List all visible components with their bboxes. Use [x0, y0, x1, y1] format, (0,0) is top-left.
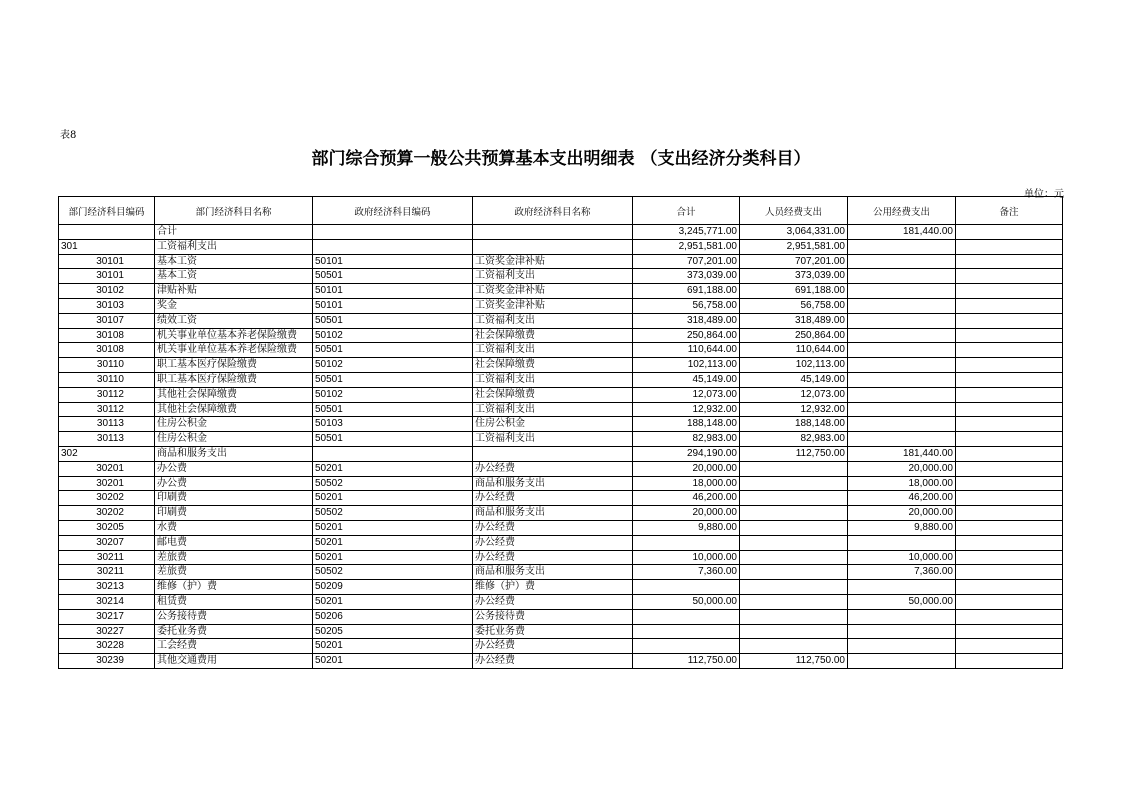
- personnel-cell: 112,750.00: [740, 654, 848, 669]
- personnel-cell: [740, 580, 848, 595]
- page-title: 部门综合预算一般公共预算基本支出明细表 （支出经济分类科目）: [311, 149, 811, 169]
- dept-code-cell: 30211: [59, 565, 155, 580]
- total-cell: 9,880.00: [633, 520, 740, 535]
- personnel-cell: 707,201.00: [740, 254, 848, 269]
- table-row: [59, 387, 1063, 402]
- total-cell: 12,932.00: [633, 402, 740, 417]
- public-cell: [848, 535, 956, 550]
- total-cell: 188,148.00: [633, 417, 740, 432]
- total-cell: 318,489.00: [633, 313, 740, 328]
- gov-name-cell: 办公经费: [473, 461, 633, 476]
- note-cell: [956, 402, 1063, 417]
- table-row: [59, 565, 1063, 580]
- gov-name-cell: 商品和服务支出: [473, 565, 633, 580]
- header-gov-code: 政府经济科目编码: [313, 197, 473, 225]
- gov-name-cell: 办公经费: [473, 639, 633, 654]
- note-cell: [956, 624, 1063, 639]
- header-dept-name: 部门经济科目名称: [155, 197, 313, 225]
- dept-code-cell: 30228: [59, 639, 155, 654]
- gov-code-cell: 50201: [313, 639, 473, 654]
- dept-name-cell: 奖金: [155, 298, 313, 313]
- dept-code-cell: 30239: [59, 654, 155, 669]
- table-row: [59, 239, 1063, 254]
- personnel-cell: 373,039.00: [740, 269, 848, 284]
- gov-name-cell: 工资奖金津补贴: [473, 298, 633, 313]
- note-cell: [956, 476, 1063, 491]
- total-cell: 20,000.00: [633, 461, 740, 476]
- dept-code-cell: 30211: [59, 550, 155, 565]
- note-cell: [956, 387, 1063, 402]
- public-cell: [848, 239, 956, 254]
- gov-name-cell: 办公经费: [473, 535, 633, 550]
- note-cell: [956, 298, 1063, 313]
- gov-code-cell: 50102: [313, 328, 473, 343]
- dept-code-cell: 30102: [59, 284, 155, 299]
- personnel-cell: 2,951,581.00: [740, 239, 848, 254]
- gov-code-cell: 50502: [313, 476, 473, 491]
- unit-label: 单位：元: [1024, 189, 1064, 200]
- public-cell: [848, 298, 956, 313]
- dept-code-cell: 30113: [59, 417, 155, 432]
- public-cell: 181,440.00: [848, 446, 956, 461]
- public-cell: 10,000.00: [848, 550, 956, 565]
- table-row: [59, 520, 1063, 535]
- note-cell: [956, 446, 1063, 461]
- personnel-cell: 56,758.00: [740, 298, 848, 313]
- dept-code-cell: 30227: [59, 624, 155, 639]
- public-cell: [848, 654, 956, 669]
- personnel-cell: 3,064,331.00: [740, 225, 848, 240]
- public-cell: [848, 284, 956, 299]
- personnel-cell: [740, 506, 848, 521]
- dept-name-cell: 机关事业单位基本养老保险缴费: [155, 343, 313, 358]
- total-cell: 112,750.00: [633, 654, 740, 669]
- gov-code-cell: [313, 239, 473, 254]
- public-cell: 18,000.00: [848, 476, 956, 491]
- table-row: [59, 298, 1063, 313]
- total-cell: 46,200.00: [633, 491, 740, 506]
- gov-name-cell: 社会保障缴费: [473, 328, 633, 343]
- header-total: 合计: [633, 197, 740, 225]
- total-cell: [633, 535, 740, 550]
- header-personnel: 人员经费支出: [740, 197, 848, 225]
- table-row: [59, 506, 1063, 521]
- dept-code-cell: 30103: [59, 298, 155, 313]
- gov-code-cell: 50101: [313, 298, 473, 313]
- gov-name-cell: 工资福利支出: [473, 372, 633, 387]
- table-row: [59, 535, 1063, 550]
- personnel-cell: 318,489.00: [740, 313, 848, 328]
- gov-name-cell: 住房公积金: [473, 417, 633, 432]
- gov-code-cell: 50102: [313, 387, 473, 402]
- personnel-cell: 250,864.00: [740, 328, 848, 343]
- personnel-cell: 112,750.00: [740, 446, 848, 461]
- table-row: [59, 432, 1063, 447]
- gov-name-cell: 办公经费: [473, 594, 633, 609]
- table-row: [59, 594, 1063, 609]
- note-cell: [956, 565, 1063, 580]
- gov-name-cell: 工资福利支出: [473, 432, 633, 447]
- gov-name-cell: 办公经费: [473, 520, 633, 535]
- gov-code-cell: 50205: [313, 624, 473, 639]
- total-cell: 18,000.00: [633, 476, 740, 491]
- public-cell: [848, 254, 956, 269]
- total-cell: [633, 624, 740, 639]
- public-cell: [848, 402, 956, 417]
- dept-name-cell: 基本工资: [155, 254, 313, 269]
- dept-name-cell: 其他交通费用: [155, 654, 313, 669]
- gov-code-cell: [313, 446, 473, 461]
- personnel-cell: [740, 624, 848, 639]
- note-cell: [956, 269, 1063, 284]
- note-cell: [956, 313, 1063, 328]
- gov-code-cell: 50501: [313, 313, 473, 328]
- dept-name-cell: 商品和服务支出: [155, 446, 313, 461]
- personnel-cell: [740, 639, 848, 654]
- gov-code-cell: 50502: [313, 565, 473, 580]
- dept-name-cell: 办公费: [155, 461, 313, 476]
- gov-name-cell: [473, 239, 633, 254]
- table-row: [59, 343, 1063, 358]
- gov-name-cell: 公务接待费: [473, 609, 633, 624]
- gov-name-cell: 维修（护）费: [473, 580, 633, 595]
- gov-code-cell: 50201: [313, 594, 473, 609]
- table-row: [59, 372, 1063, 387]
- personnel-cell: [740, 565, 848, 580]
- dept-code-cell: 302: [59, 446, 155, 461]
- dept-name-cell: 印刷费: [155, 491, 313, 506]
- personnel-cell: 12,073.00: [740, 387, 848, 402]
- note-cell: [956, 328, 1063, 343]
- gov-name-cell: [473, 446, 633, 461]
- dept-code-cell: 30112: [59, 387, 155, 402]
- personnel-cell: [740, 535, 848, 550]
- dept-name-cell: 基本工资: [155, 269, 313, 284]
- gov-name-cell: [473, 225, 633, 240]
- total-cell: 7,360.00: [633, 565, 740, 580]
- total-cell: 691,188.00: [633, 284, 740, 299]
- dept-name-cell: 维修（护）费: [155, 580, 313, 595]
- gov-name-cell: 工资福利支出: [473, 343, 633, 358]
- gov-code-cell: 50102: [313, 358, 473, 373]
- dept-code-cell: [59, 225, 155, 240]
- total-cell: 3,245,771.00: [633, 225, 740, 240]
- note-cell: [956, 594, 1063, 609]
- dept-code-cell: 30213: [59, 580, 155, 595]
- gov-code-cell: [313, 225, 473, 240]
- note-cell: [956, 491, 1063, 506]
- gov-code-cell: 50201: [313, 491, 473, 506]
- table-row: [59, 580, 1063, 595]
- note-cell: [956, 284, 1063, 299]
- gov-name-cell: 社会保障缴费: [473, 358, 633, 373]
- public-cell: [848, 328, 956, 343]
- personnel-cell: [740, 491, 848, 506]
- personnel-cell: [740, 609, 848, 624]
- dept-name-cell: 其他社会保障缴费: [155, 402, 313, 417]
- table-row: [59, 476, 1063, 491]
- table-row: [59, 313, 1063, 328]
- personnel-cell: 45,149.00: [740, 372, 848, 387]
- dept-name-cell: 差旅费: [155, 565, 313, 580]
- gov-name-cell: 工资福利支出: [473, 402, 633, 417]
- gov-code-cell: 50501: [313, 372, 473, 387]
- public-cell: 7,360.00: [848, 565, 956, 580]
- personnel-cell: [740, 520, 848, 535]
- gov-code-cell: 50502: [313, 506, 473, 521]
- table-row: [59, 225, 1063, 240]
- table-row: [59, 402, 1063, 417]
- gov-name-cell: 办公经费: [473, 491, 633, 506]
- header-public: 公用经费支出: [848, 197, 956, 225]
- public-cell: [848, 417, 956, 432]
- dept-name-cell: 邮电费: [155, 535, 313, 550]
- note-cell: [956, 358, 1063, 373]
- dept-name-cell: 工会经费: [155, 639, 313, 654]
- dept-name-cell: 津贴补贴: [155, 284, 313, 299]
- dept-name-cell: 委托业务费: [155, 624, 313, 639]
- gov-code-cell: 50206: [313, 609, 473, 624]
- table-row: [59, 269, 1063, 284]
- dept-name-cell: 工资福利支出: [155, 239, 313, 254]
- personnel-cell: 110,644.00: [740, 343, 848, 358]
- dept-name-cell: 绩效工资: [155, 313, 313, 328]
- total-cell: 45,149.00: [633, 372, 740, 387]
- total-cell: 110,644.00: [633, 343, 740, 358]
- total-cell: 707,201.00: [633, 254, 740, 269]
- note-cell: [956, 550, 1063, 565]
- note-cell: [956, 654, 1063, 669]
- personnel-cell: 188,148.00: [740, 417, 848, 432]
- dept-code-cell: 30217: [59, 609, 155, 624]
- total-cell: 102,113.00: [633, 358, 740, 373]
- gov-name-cell: 办公经费: [473, 654, 633, 669]
- dept-code-cell: 30202: [59, 491, 155, 506]
- total-cell: 56,758.00: [633, 298, 740, 313]
- dept-code-cell: 301: [59, 239, 155, 254]
- table-row: [59, 446, 1063, 461]
- public-cell: [848, 580, 956, 595]
- public-cell: [848, 639, 956, 654]
- dept-code-cell: 30202: [59, 506, 155, 521]
- header-note: 备注: [956, 197, 1063, 225]
- table-row: [59, 417, 1063, 432]
- note-cell: [956, 225, 1063, 240]
- dept-code-cell: 30201: [59, 476, 155, 491]
- public-cell: [848, 358, 956, 373]
- personnel-cell: [740, 461, 848, 476]
- gov-name-cell: 社会保障缴费: [473, 387, 633, 402]
- public-cell: 20,000.00: [848, 506, 956, 521]
- total-cell: 12,073.00: [633, 387, 740, 402]
- total-cell: [633, 580, 740, 595]
- gov-name-cell: 工资福利支出: [473, 313, 633, 328]
- gov-name-cell: 工资福利支出: [473, 269, 633, 284]
- note-cell: [956, 520, 1063, 535]
- header-row: [59, 197, 1063, 225]
- dept-code-cell: 30101: [59, 254, 155, 269]
- public-cell: [848, 343, 956, 358]
- gov-name-cell: 工资奖金津补贴: [473, 254, 633, 269]
- note-cell: [956, 372, 1063, 387]
- gov-name-cell: 工资奖金津补贴: [473, 284, 633, 299]
- dept-name-cell: 办公费: [155, 476, 313, 491]
- gov-code-cell: 50201: [313, 535, 473, 550]
- note-cell: [956, 506, 1063, 521]
- header-dept-code: 部门经济科目编码: [59, 197, 155, 225]
- total-cell: 250,864.00: [633, 328, 740, 343]
- dept-name-cell: 机关事业单位基本养老保险缴费: [155, 328, 313, 343]
- total-cell: 50,000.00: [633, 594, 740, 609]
- table-row: [59, 550, 1063, 565]
- dept-code-cell: 30207: [59, 535, 155, 550]
- public-cell: [848, 269, 956, 284]
- header-gov-name: 政府经济科目名称: [473, 197, 633, 225]
- gov-name-cell: 办公经费: [473, 550, 633, 565]
- note-cell: [956, 461, 1063, 476]
- note-cell: [956, 639, 1063, 654]
- dept-code-cell: 30201: [59, 461, 155, 476]
- total-cell: 20,000.00: [633, 506, 740, 521]
- personnel-cell: [740, 550, 848, 565]
- gov-code-cell: 50201: [313, 654, 473, 669]
- dept-code-cell: 30214: [59, 594, 155, 609]
- dept-name-cell: 住房公积金: [155, 417, 313, 432]
- note-cell: [956, 254, 1063, 269]
- gov-code-cell: 50101: [313, 284, 473, 299]
- table-row: [59, 654, 1063, 669]
- public-cell: [848, 624, 956, 639]
- dept-code-cell: 30108: [59, 343, 155, 358]
- dept-code-cell: 30113: [59, 432, 155, 447]
- gov-code-cell: 50101: [313, 254, 473, 269]
- total-cell: 2,951,581.00: [633, 239, 740, 254]
- dept-code-cell: 30110: [59, 372, 155, 387]
- personnel-cell: [740, 476, 848, 491]
- total-cell: 294,190.00: [633, 446, 740, 461]
- dept-code-cell: 30108: [59, 328, 155, 343]
- dept-code-cell: 30112: [59, 402, 155, 417]
- gov-name-cell: 商品和服务支出: [473, 476, 633, 491]
- table-body: [59, 225, 1063, 669]
- dept-name-cell: 租赁费: [155, 594, 313, 609]
- public-cell: 9,880.00: [848, 520, 956, 535]
- dept-name-cell: 合计: [155, 225, 313, 240]
- table-row: [59, 284, 1063, 299]
- personnel-cell: 691,188.00: [740, 284, 848, 299]
- public-cell: [848, 372, 956, 387]
- dept-name-cell: 其他社会保障缴费: [155, 387, 313, 402]
- personnel-cell: 82,983.00: [740, 432, 848, 447]
- total-cell: 373,039.00: [633, 269, 740, 284]
- gov-code-cell: 50201: [313, 461, 473, 476]
- table-row: [59, 358, 1063, 373]
- personnel-cell: 12,932.00: [740, 402, 848, 417]
- table-row: [59, 639, 1063, 654]
- table-row: [59, 254, 1063, 269]
- note-cell: [956, 580, 1063, 595]
- public-cell: [848, 609, 956, 624]
- gov-name-cell: 委托业务费: [473, 624, 633, 639]
- gov-code-cell: 50501: [313, 432, 473, 447]
- dept-code-cell: 30107: [59, 313, 155, 328]
- gov-name-cell: 商品和服务支出: [473, 506, 633, 521]
- public-cell: 46,200.00: [848, 491, 956, 506]
- note-cell: [956, 432, 1063, 447]
- table-row: [59, 328, 1063, 343]
- total-cell: 10,000.00: [633, 550, 740, 565]
- public-cell: 181,440.00: [848, 225, 956, 240]
- gov-code-cell: 50501: [313, 402, 473, 417]
- table-row: [59, 491, 1063, 506]
- personnel-cell: 102,113.00: [740, 358, 848, 373]
- dept-code-cell: 30110: [59, 358, 155, 373]
- public-cell: [848, 313, 956, 328]
- gov-code-cell: 50201: [313, 520, 473, 535]
- public-cell: [848, 387, 956, 402]
- dept-name-cell: 职工基本医疗保险缴费: [155, 358, 313, 373]
- note-cell: [956, 343, 1063, 358]
- gov-code-cell: 50501: [313, 343, 473, 358]
- total-cell: [633, 639, 740, 654]
- dept-name-cell: 水费: [155, 520, 313, 535]
- public-cell: 50,000.00: [848, 594, 956, 609]
- dept-name-cell: 差旅费: [155, 550, 313, 565]
- total-cell: [633, 609, 740, 624]
- note-cell: [956, 417, 1063, 432]
- gov-code-cell: 50103: [313, 417, 473, 432]
- table-number-label: 表8: [60, 130, 77, 141]
- dept-name-cell: 住房公积金: [155, 432, 313, 447]
- table-row: [59, 624, 1063, 639]
- dept-name-cell: 职工基本医疗保险缴费: [155, 372, 313, 387]
- note-cell: [956, 535, 1063, 550]
- note-cell: [956, 609, 1063, 624]
- table-row: [59, 609, 1063, 624]
- total-cell: 82,983.00: [633, 432, 740, 447]
- dept-name-cell: 公务接待费: [155, 609, 313, 624]
- public-cell: [848, 432, 956, 447]
- table-row: [59, 461, 1063, 476]
- note-cell: [956, 239, 1063, 254]
- dept-name-cell: 印刷费: [155, 506, 313, 521]
- gov-code-cell: 50209: [313, 580, 473, 595]
- gov-code-cell: 50501: [313, 269, 473, 284]
- gov-code-cell: 50201: [313, 550, 473, 565]
- dept-code-cell: 30205: [59, 520, 155, 535]
- personnel-cell: [740, 594, 848, 609]
- budget-detail-table: [58, 196, 1063, 669]
- dept-code-cell: 30101: [59, 269, 155, 284]
- public-cell: 20,000.00: [848, 461, 956, 476]
